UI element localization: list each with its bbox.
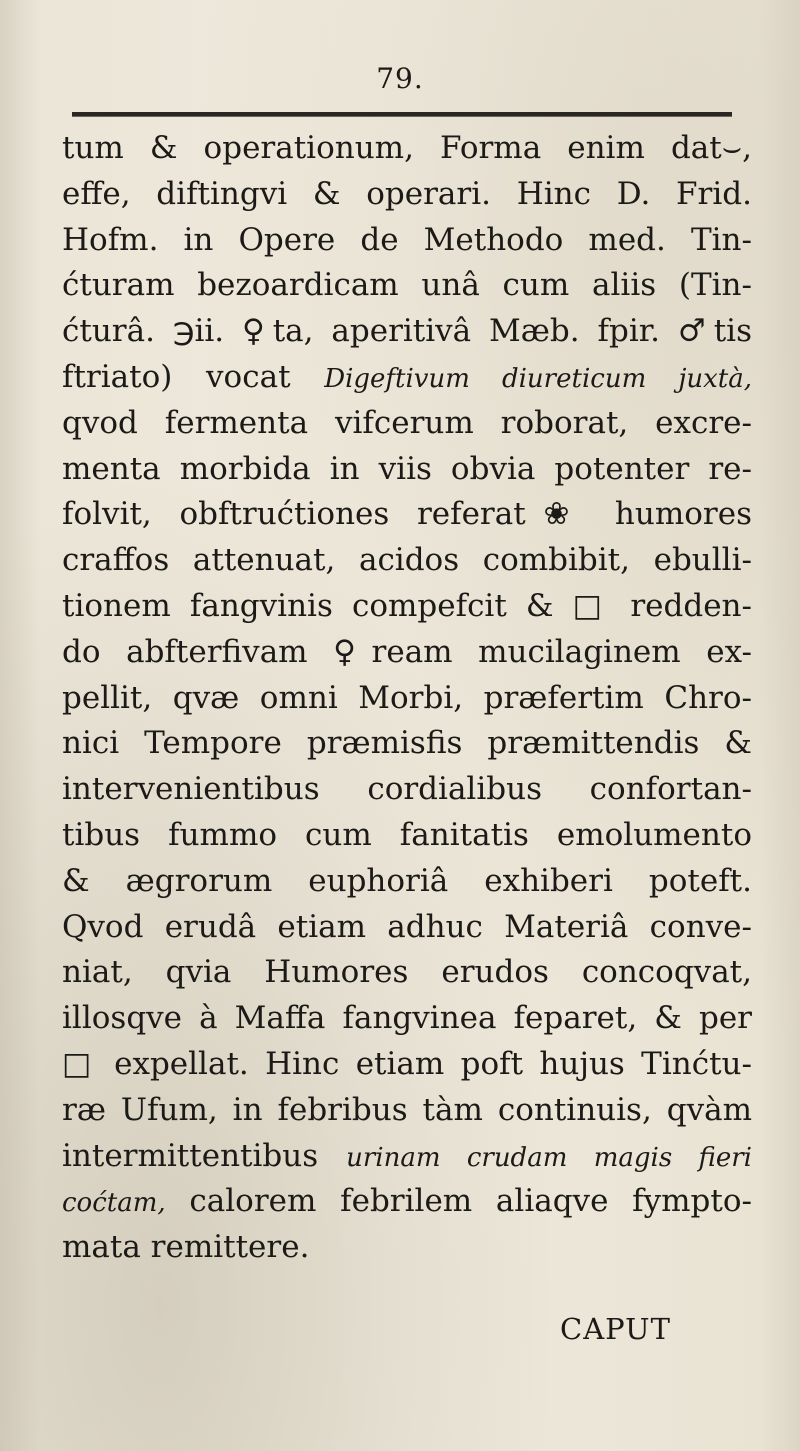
text-line [62,905,752,951]
line-text: calorem febrilem aliaqve fympto- [165,1183,752,1220]
line-text: ræ Ufum, in febribus tàm continuis, qvàm [62,1091,752,1128]
line-text: craffos attenuat, acidos combibit, ebulli- [62,542,752,579]
text-line [62,172,752,218]
catchword: CAPUT [560,1312,671,1346]
text-line [62,1088,752,1134]
line-italic-text: coćtam, [62,1188,166,1219]
line-text: nici Tempore præmisfis præmittendis & [62,725,752,762]
line-text: effe, diftingvi & operari. Hinc D. Frid. [62,175,752,212]
line-text: illosqve à Maffa fangvinea feparet, & per [62,1000,752,1037]
text-line [62,309,752,355]
text-line [62,1225,752,1271]
text-line [62,218,752,264]
line-text: □ expellat. Hinc etiam poft hujus Tinćtu- [62,1045,752,1082]
text-line [62,492,752,538]
line-text: tum & operationum, Forma enim dat [62,130,722,166]
line-text: Qvod erudâ etiam adhuc Materiâ conve- [62,908,752,945]
line-text: ćturam bezoardicam unâ cum aliis (Tin- [62,267,752,304]
text-line [62,538,752,584]
text-line [62,676,752,722]
line-text: folvit, obftrućtiones referat❀ humores [62,496,752,533]
line-text: qvod fermenta vifcerum roborat, excre- [62,404,752,441]
line-text: niat, qvia Humores erudos concoqvat, [62,954,752,991]
text-line [62,767,752,813]
text-line [62,401,752,447]
line-text: ⌣, [721,130,752,166]
header-rule [72,112,732,117]
line-text: tionem fangvinis compefcit & □ redden- [62,587,752,624]
text-line [62,126,752,172]
text-line [62,447,752,493]
line-text: menta morbida in viis obvia potenter re- [62,450,752,487]
text-line [62,1134,752,1180]
line-text: pellit, qvæ omni Morbi, præfertim Chro- [62,679,752,716]
line-text: ćturâ. ℈ii. ♀ta, aperitivâ Mæb. fpir. ♂tis [62,313,752,350]
body-text [62,126,752,1271]
text-line [62,813,752,859]
text-line [62,584,752,630]
text-line [62,263,752,309]
page-number: 79. [376,62,424,95]
text-line [62,630,752,676]
line-text: intervenientibus cordialibus confortan- [62,771,752,808]
line-text: tibus fummo cum fanitatis emolumento [62,816,752,853]
line-italic-text: Digeftivum diureticum juxtà, [324,363,752,394]
text-line [62,355,752,401]
line-italic-text: urinam crudam magis fieri [346,1142,752,1173]
text-line [62,721,752,767]
line-text: & ægrorum euphoriâ exhiberi poteft. [62,862,752,899]
text-line [62,859,752,905]
line-text: intermittentibus [62,1137,347,1174]
text-line [62,1042,752,1088]
line-text: ftriato) vocat [62,358,325,395]
text-line [62,950,752,996]
line-text: Hofm. in Opere de Methodo med. Tin- [62,221,752,258]
text-line [62,996,752,1042]
text-line [62,1179,752,1225]
line-text: mata remittere. [62,1229,310,1266]
line-text: do abfterfivam ♀ream mucilaginem ex- [62,633,752,670]
